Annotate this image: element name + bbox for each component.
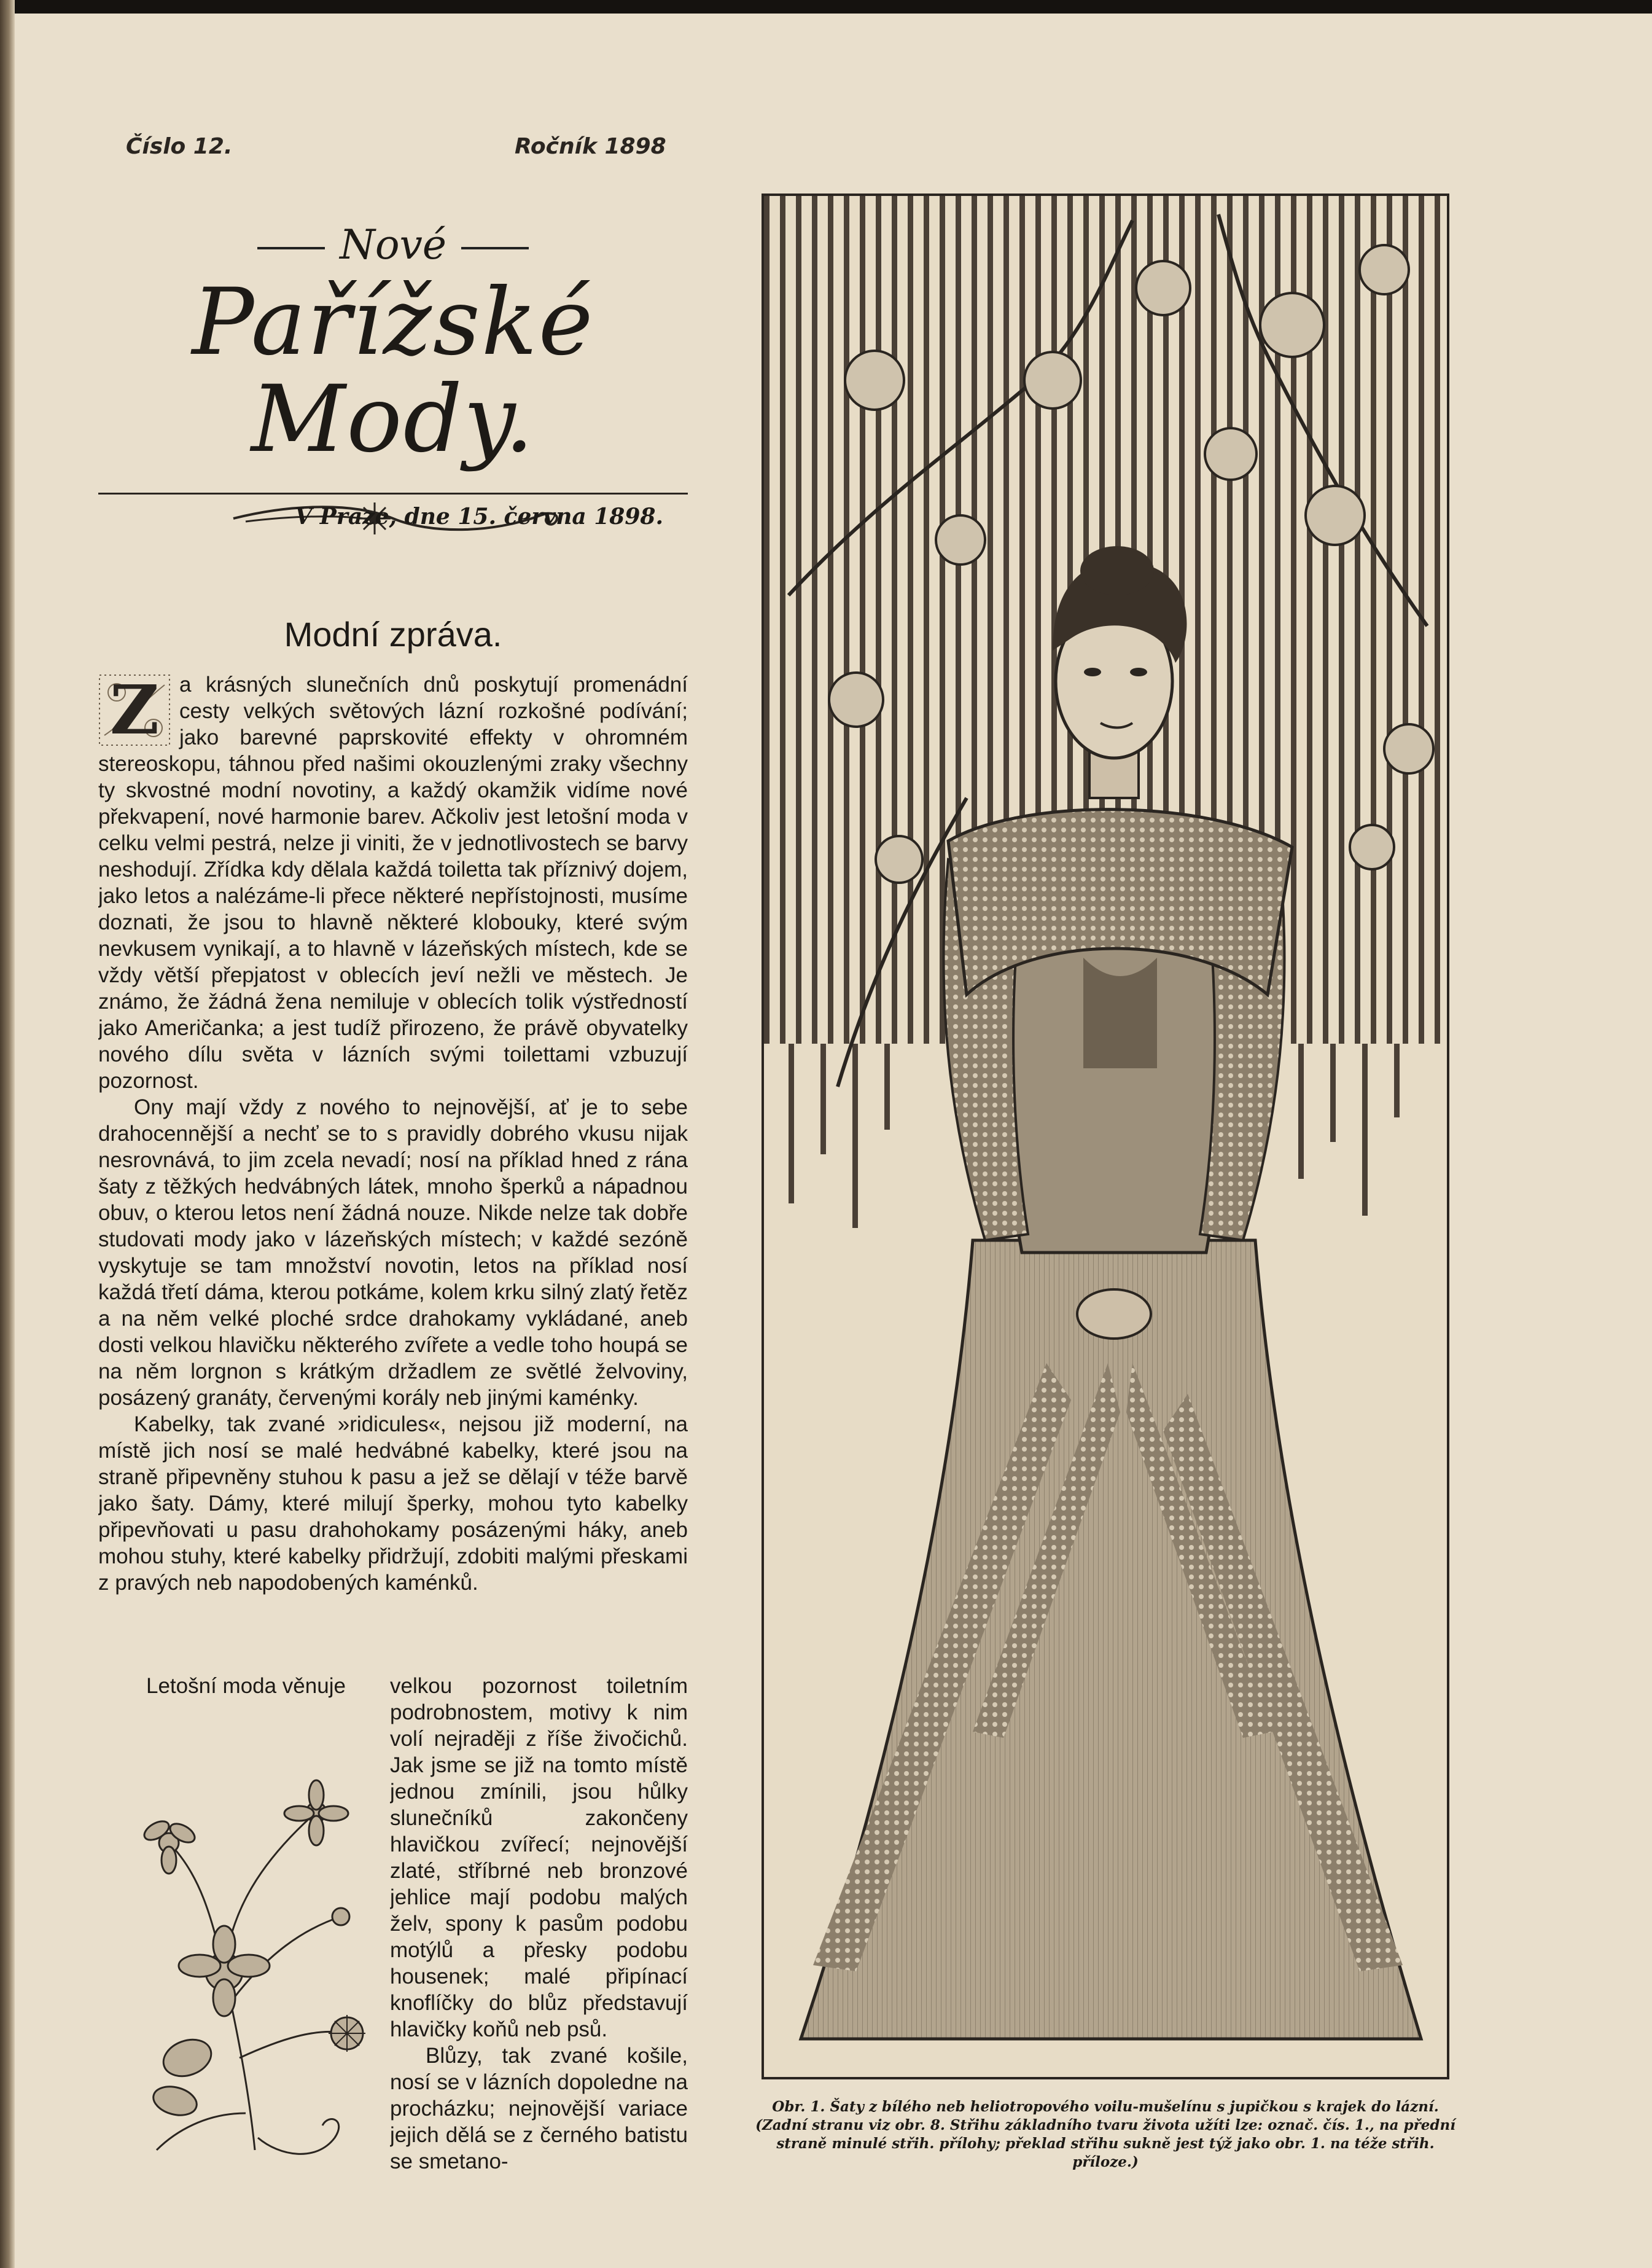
paragraph-4-continuation: velkou pozornost toiletním podrobnostem, motivy k nim volí nejraději z říše živočichů. Jak jsme se již na tomto místě jednou zmínili, jsou hůlky slunečníků zakončeny hlavičkou zvířecí; nejnovější zlaté, stříbrné neb bronzové jehlice mají podobu malých želv, spony k pasům podobu motýlů a přesky podobu housenek; malé připínací knoflíčky do blůz představují hlavičky koňů neb psů. (390, 1674, 688, 2041)
dash-right (461, 247, 529, 249)
volume-year: Ročník 1898 (515, 134, 666, 159)
fashion-illustration (762, 194, 1449, 2079)
fashion-plate-image-icon (764, 196, 1447, 2077)
page-binding-edge (0, 0, 15, 2268)
article-narrow-column (390, 1673, 688, 2176)
masthead-rule (98, 493, 688, 495)
masthead-nove-text: Nové (340, 221, 446, 268)
article-title: Modní zpráva. (284, 615, 502, 654)
paragraph-1-text: a krásných slunečních dnů poskytují promenádní cesty velkých světových lázní rozkošné podívání; jako barevné paprskovité effekty v ohromném stereoskopu, táhnou před našimi okouzlenými zraky všechny ty skvostné modní novotiny, a každý okamžik vidíme nové překvapení, nové harmonie barev. Ačkoliv jest letošní moda v celku velmi pestrá, nelze ji viniti, že v jednotlivostech se barvy neshodují. Zřídka kdy dělala každá toiletta tak příznivý dojem, jako letos a nalézáme-li přece některé nepřístojnosti, musíme doznati, že jsou to hlavně některé klobouky, které svým nevkusem vynikají, a to hlavně v lázeňských místech, kde se vždy větší přepjatost v oblecích jeví nežli ve městech. Je známo, že žádná žena nemiluje v oblecích tolik výstředností jako Američanka; a jest tudíž přirozeno, že právě obyvatelky nového dílu světa v lázních svými toilettami vzbuzují pozornost. (98, 673, 688, 1093)
paragraph-5: Blůzy, tak zvané košile, nosí se v lázních dopoledne na procházku; nejnovější variace jejich dělá se z černého batistu se smetano- (390, 2044, 688, 2173)
masthead (98, 221, 688, 540)
initial-letter: Z (109, 671, 160, 749)
paragraph-2: Ony mají vždy z nového to nejnovější, ať je to sebe drahocennější a nechť se to s pravidly dobrého vkusu nijak nesrovnává, to jim zcela nevadí; nosí na příklad hned z rána šaty z těžkých hedvábných látek, mnoho šperků a nápadnou obuv, o kterou letos není žádná nouze. Nikde nelze tak dobře studovati mody jako v lázeňských místech; v každé sezóně vyskytuje se tam množství novotin, letos na příklad nosí každá třetí dáma, kterou potkáme, kolem krku silný zlatý řetěz a na něm velké ploché srdce drahokamy vykládané, aneb dosti velkou hlavičku některého zvířete a vedle toho houpá se na něm lorgnon s krátkým držadlem ze světlé želvoviny, posázený granáty, červenými korály neb jinými kaménky. (98, 1095, 688, 1410)
dash-left (257, 247, 325, 249)
masthead-small-title (98, 221, 688, 268)
masthead-main-title: Pařížské Mody. (192, 269, 594, 473)
paragraph-3: Kabelky, tak zvané »ridicules«, nejsou již moderní, na místě jich nosí se malé hedvábné kabelky, které jsou na straně připevněny stuhou k pasu a jež se dělají v téže barvě jako šaty. Dámy, které milují šperky, mohou tyto kabelky připevňovati u pasu drahohokamy posázenými háky, aneb mohou stuhy, které kabelky přidržují, zdobiti malými přeskami z pravých neb napodobených kaménků. (98, 1412, 688, 1595)
dateline: V Praze, dne 15. června 1898. (295, 504, 663, 530)
top-edge (0, 0, 1652, 14)
decorated-initial (98, 671, 171, 749)
paragraph-4-lead: Letošní moda věnuje (146, 1674, 346, 1698)
issue-number: Číslo 12. (126, 134, 233, 159)
paragraph-1 (98, 671, 688, 1094)
figure-caption: Obr. 1. Šaty z bílého neb heliotropového voilu-mušelínu s jupičkou s krajek do lázní. (Zadní stranu viz obr. 8. Střihu základního tvaru života užíti lze: označ. čís. 1., na přední straně minulé střih. přílohy; překlad střihu sukně jest týž jako obr. 1. na téže střih. příloze.) (755, 2098, 1455, 2170)
article-body (98, 671, 688, 1673)
floral-vignette-icon (132, 1769, 378, 2162)
